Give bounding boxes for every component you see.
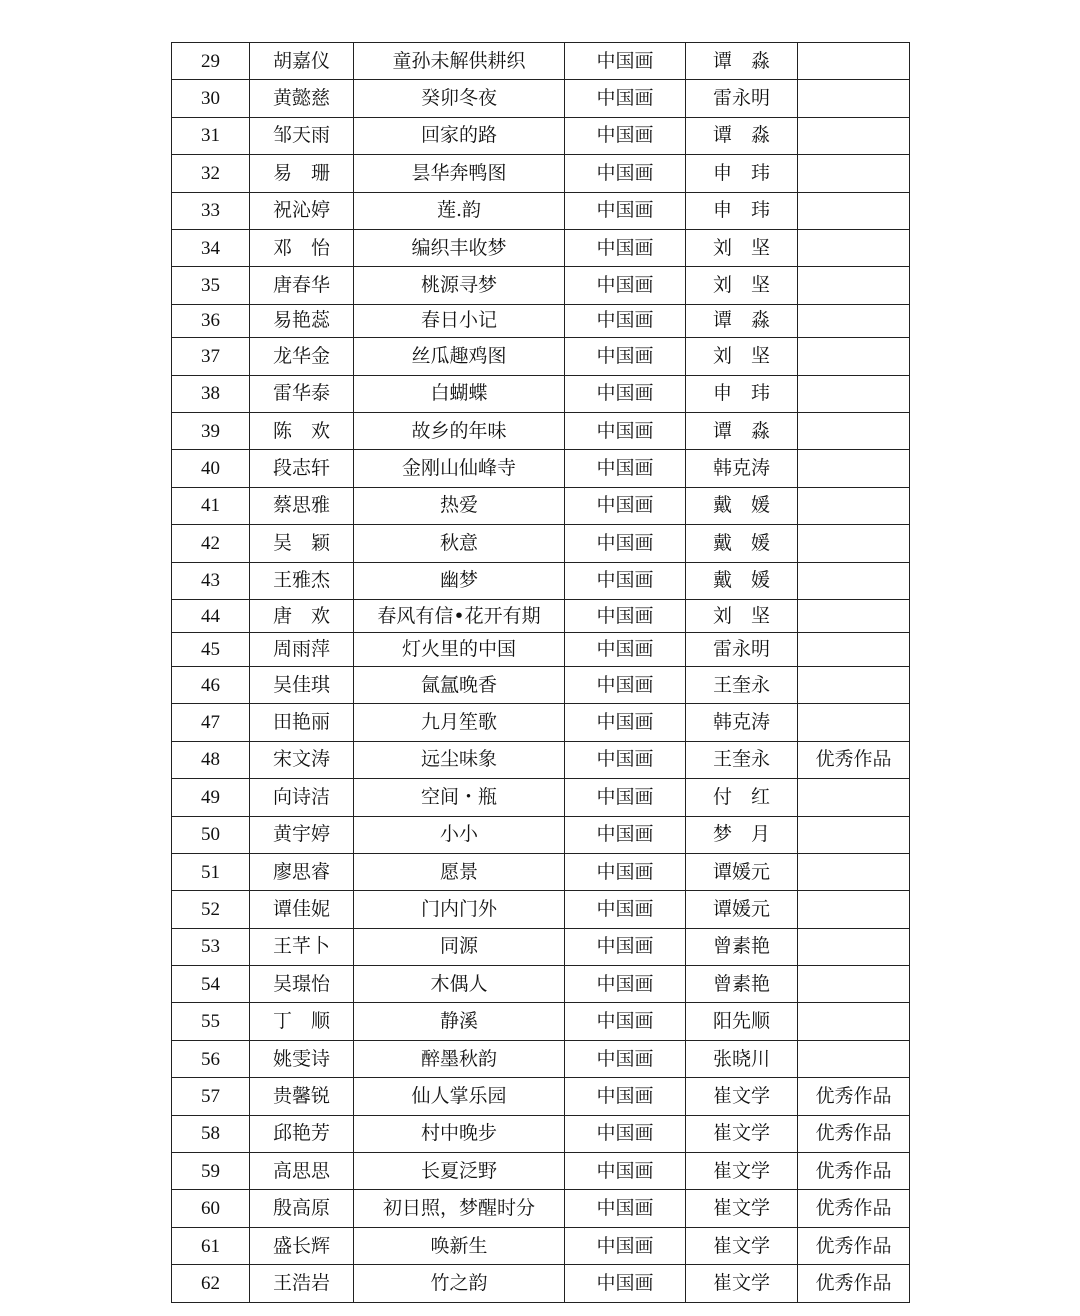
entry-number-cell: 47 — [172, 704, 250, 741]
award-cell — [798, 928, 910, 965]
category-cell: 中国画 — [565, 525, 686, 562]
award-cell — [798, 487, 910, 524]
category-cell: 中国画 — [565, 304, 686, 338]
category-cell: 中国画 — [565, 1078, 686, 1115]
table-row — [172, 1153, 910, 1190]
table-row — [172, 966, 910, 1003]
table-row — [172, 304, 910, 338]
artwork-title-cell: 故乡的年味 — [354, 413, 565, 450]
artwork-title-cell: 昙华奔鸭图 — [354, 155, 565, 192]
student-name-cell: 高思思 — [250, 1153, 354, 1190]
teacher-cell: 申 玮 — [686, 192, 798, 229]
student-name-cell: 陈 欢 — [250, 413, 354, 450]
entry-number-cell: 36 — [172, 304, 250, 338]
student-name-cell: 丁 顺 — [250, 1003, 354, 1040]
award-cell — [798, 599, 910, 633]
category-cell: 中国画 — [565, 1265, 686, 1302]
entry-number-cell: 46 — [172, 666, 250, 703]
artwork-title-cell: 小小 — [354, 816, 565, 853]
entry-number-cell: 50 — [172, 816, 250, 853]
student-name-cell: 宋文涛 — [250, 741, 354, 778]
category-cell: 中国画 — [565, 1190, 686, 1227]
teacher-cell: 崔文学 — [686, 1227, 798, 1264]
student-name-cell: 周雨萍 — [250, 633, 354, 667]
student-name-cell: 王雅杰 — [250, 562, 354, 599]
entry-number-cell: 62 — [172, 1265, 250, 1302]
student-name-cell: 盛长辉 — [250, 1227, 354, 1264]
table-row — [172, 117, 910, 154]
teacher-cell: 谭 淼 — [686, 413, 798, 450]
award-cell — [798, 155, 910, 192]
artwork-title-cell: 幽梦 — [354, 562, 565, 599]
student-name-cell: 龙华金 — [250, 338, 354, 375]
award-cell: 优秀作品 — [798, 741, 910, 778]
award-cell — [798, 375, 910, 412]
student-name-cell: 殷高原 — [250, 1190, 354, 1227]
entries-table-body — [172, 43, 910, 1303]
category-cell: 中国画 — [565, 704, 686, 741]
category-cell: 中国画 — [565, 450, 686, 487]
category-cell: 中国画 — [565, 891, 686, 928]
award-cell — [798, 304, 910, 338]
artwork-title-cell: 静溪 — [354, 1003, 565, 1040]
artwork-title-cell: 氤氲晚香 — [354, 666, 565, 703]
table-row — [172, 338, 910, 375]
artwork-title-cell: 桃源寻梦 — [354, 267, 565, 304]
student-name-cell: 邹天雨 — [250, 117, 354, 154]
category-cell: 中国画 — [565, 633, 686, 667]
award-cell: 优秀作品 — [798, 1115, 910, 1152]
artwork-title-cell: 灯火里的中国 — [354, 633, 565, 667]
entry-number-cell: 31 — [172, 117, 250, 154]
table-row — [172, 562, 910, 599]
student-name-cell: 邓 怡 — [250, 229, 354, 266]
table-row — [172, 779, 910, 816]
award-cell — [798, 43, 910, 80]
entry-number-cell: 59 — [172, 1153, 250, 1190]
student-name-cell: 黄懿慈 — [250, 80, 354, 117]
table-row — [172, 155, 910, 192]
student-name-cell: 贵馨锐 — [250, 1078, 354, 1115]
category-cell: 中国画 — [565, 666, 686, 703]
teacher-cell: 谭 淼 — [686, 117, 798, 154]
artwork-title-cell: 金刚山仙峰寺 — [354, 450, 565, 487]
category-cell: 中国画 — [565, 853, 686, 890]
artwork-title-cell: 编织丰收梦 — [354, 229, 565, 266]
table-row — [172, 1265, 910, 1302]
entry-number-cell: 41 — [172, 487, 250, 524]
award-cell — [798, 704, 910, 741]
teacher-cell: 崔文学 — [686, 1153, 798, 1190]
table-row — [172, 633, 910, 667]
award-cell — [798, 666, 910, 703]
artwork-title-cell: 仙人掌乐园 — [354, 1078, 565, 1115]
category-cell: 中国画 — [565, 43, 686, 80]
artwork-title-cell: 春风有信•花开有期 — [354, 599, 565, 633]
teacher-cell: 张晓川 — [686, 1040, 798, 1077]
category-cell: 中国画 — [565, 741, 686, 778]
entry-number-cell: 34 — [172, 229, 250, 266]
entry-number-cell: 56 — [172, 1040, 250, 1077]
artwork-title-cell: 远尘味象 — [354, 741, 565, 778]
entry-number-cell: 44 — [172, 599, 250, 633]
teacher-cell: 曾素艳 — [686, 928, 798, 965]
award-cell — [798, 192, 910, 229]
student-name-cell: 唐 欢 — [250, 599, 354, 633]
entry-number-cell: 32 — [172, 155, 250, 192]
table-row — [172, 704, 910, 741]
table-row — [172, 1040, 910, 1077]
category-cell: 中国画 — [565, 80, 686, 117]
student-name-cell: 胡嘉仪 — [250, 43, 354, 80]
category-cell: 中国画 — [565, 117, 686, 154]
teacher-cell: 王奎永 — [686, 666, 798, 703]
entry-number-cell: 37 — [172, 338, 250, 375]
student-name-cell: 段志轩 — [250, 450, 354, 487]
student-name-cell: 姚雯诗 — [250, 1040, 354, 1077]
award-cell — [798, 816, 910, 853]
teacher-cell: 刘 坚 — [686, 599, 798, 633]
entry-number-cell: 33 — [172, 192, 250, 229]
teacher-cell: 韩克涛 — [686, 450, 798, 487]
teacher-cell: 阳先顺 — [686, 1003, 798, 1040]
artwork-title-cell: 丝瓜趣鸡图 — [354, 338, 565, 375]
table-row — [172, 229, 910, 266]
category-cell: 中国画 — [565, 1040, 686, 1077]
entry-number-cell: 49 — [172, 779, 250, 816]
teacher-cell: 刘 坚 — [686, 229, 798, 266]
table-row — [172, 375, 910, 412]
category-cell: 中国画 — [565, 599, 686, 633]
teacher-cell: 刘 坚 — [686, 267, 798, 304]
teacher-cell: 付 红 — [686, 779, 798, 816]
artwork-title-cell: 村中晚步 — [354, 1115, 565, 1152]
student-name-cell: 王芊卜 — [250, 928, 354, 965]
student-name-cell: 唐春华 — [250, 267, 354, 304]
entry-number-cell: 29 — [172, 43, 250, 80]
table-row — [172, 450, 910, 487]
award-cell: 优秀作品 — [798, 1265, 910, 1302]
teacher-cell: 申 玮 — [686, 155, 798, 192]
category-cell: 中国画 — [565, 338, 686, 375]
entry-number-cell: 60 — [172, 1190, 250, 1227]
student-name-cell: 廖思睿 — [250, 853, 354, 890]
student-name-cell: 田艳丽 — [250, 704, 354, 741]
teacher-cell: 崔文学 — [686, 1115, 798, 1152]
category-cell: 中国画 — [565, 1227, 686, 1264]
artwork-title-cell: 白蝴蝶 — [354, 375, 565, 412]
award-cell — [798, 525, 910, 562]
category-cell: 中国画 — [565, 1115, 686, 1152]
teacher-cell: 谭 淼 — [686, 43, 798, 80]
teacher-cell: 谭媛元 — [686, 891, 798, 928]
entry-number-cell: 42 — [172, 525, 250, 562]
category-cell: 中国画 — [565, 966, 686, 1003]
category-cell: 中国画 — [565, 375, 686, 412]
category-cell: 中国画 — [565, 413, 686, 450]
award-cell — [798, 1003, 910, 1040]
student-name-cell: 蔡思雅 — [250, 487, 354, 524]
teacher-cell: 崔文学 — [686, 1190, 798, 1227]
table-row — [172, 1115, 910, 1152]
entry-number-cell: 39 — [172, 413, 250, 450]
artwork-title-cell: 门内门外 — [354, 891, 565, 928]
student-name-cell: 王浩岩 — [250, 1265, 354, 1302]
entry-number-cell: 55 — [172, 1003, 250, 1040]
award-cell — [798, 1040, 910, 1077]
table-row — [172, 487, 910, 524]
teacher-cell: 雷永明 — [686, 633, 798, 667]
artwork-title-cell: 癸卯冬夜 — [354, 80, 565, 117]
entry-number-cell: 53 — [172, 928, 250, 965]
category-cell: 中国画 — [565, 1003, 686, 1040]
teacher-cell: 谭 淼 — [686, 304, 798, 338]
category-cell: 中国画 — [565, 229, 686, 266]
student-name-cell: 邱艳芳 — [250, 1115, 354, 1152]
teacher-cell: 刘 坚 — [686, 338, 798, 375]
teacher-cell: 曾素艳 — [686, 966, 798, 1003]
award-cell — [798, 413, 910, 450]
table-row — [172, 1227, 910, 1264]
teacher-cell: 韩克涛 — [686, 704, 798, 741]
entries-table — [171, 42, 910, 1303]
entry-number-cell: 51 — [172, 853, 250, 890]
artwork-title-cell: 回家的路 — [354, 117, 565, 154]
entry-number-cell: 30 — [172, 80, 250, 117]
artwork-title-cell: 九月笙歌 — [354, 704, 565, 741]
award-cell — [798, 338, 910, 375]
artwork-title-cell: 春日小记 — [354, 304, 565, 338]
table-row — [172, 267, 910, 304]
artwork-title-cell: 童孙未解供耕织 — [354, 43, 565, 80]
category-cell: 中国画 — [565, 779, 686, 816]
student-name-cell: 易 珊 — [250, 155, 354, 192]
artwork-title-cell: 愿景 — [354, 853, 565, 890]
artwork-title-cell: 同源 — [354, 928, 565, 965]
student-name-cell: 雷华泰 — [250, 375, 354, 412]
category-cell: 中国画 — [565, 267, 686, 304]
entry-number-cell: 61 — [172, 1227, 250, 1264]
artwork-title-cell: 醉墨秋韵 — [354, 1040, 565, 1077]
award-cell — [798, 853, 910, 890]
teacher-cell: 王奎永 — [686, 741, 798, 778]
award-cell — [798, 966, 910, 1003]
award-cell — [798, 633, 910, 667]
teacher-cell: 雷永明 — [686, 80, 798, 117]
artwork-title-cell: 秋意 — [354, 525, 565, 562]
student-name-cell: 谭佳妮 — [250, 891, 354, 928]
table-row — [172, 1190, 910, 1227]
award-cell: 优秀作品 — [798, 1153, 910, 1190]
artwork-title-cell: 竹之韵 — [354, 1265, 565, 1302]
award-cell — [798, 891, 910, 928]
artwork-title-cell: 热爱 — [354, 487, 565, 524]
entry-number-cell: 43 — [172, 562, 250, 599]
table-row — [172, 192, 910, 229]
table-row — [172, 666, 910, 703]
table-row — [172, 1003, 910, 1040]
teacher-cell: 戴 媛 — [686, 487, 798, 524]
category-cell: 中国画 — [565, 816, 686, 853]
award-cell: 优秀作品 — [798, 1078, 910, 1115]
teacher-cell: 申 玮 — [686, 375, 798, 412]
award-cell — [798, 779, 910, 816]
award-cell — [798, 229, 910, 266]
student-name-cell: 易艳蕊 — [250, 304, 354, 338]
award-cell — [798, 562, 910, 599]
table-row — [172, 1078, 910, 1115]
category-cell: 中国画 — [565, 487, 686, 524]
teacher-cell: 谭媛元 — [686, 853, 798, 890]
entry-number-cell: 54 — [172, 966, 250, 1003]
award-cell — [798, 80, 910, 117]
category-cell: 中国画 — [565, 928, 686, 965]
entry-number-cell: 35 — [172, 267, 250, 304]
student-name-cell: 吴璟怡 — [250, 966, 354, 1003]
category-cell: 中国画 — [565, 155, 686, 192]
category-cell: 中国画 — [565, 192, 686, 229]
artwork-title-cell: 空间・瓶 — [354, 779, 565, 816]
entry-number-cell: 57 — [172, 1078, 250, 1115]
table-row — [172, 525, 910, 562]
award-cell — [798, 450, 910, 487]
table-row — [172, 413, 910, 450]
table-row — [172, 891, 910, 928]
entry-number-cell: 48 — [172, 741, 250, 778]
table-row — [172, 853, 910, 890]
award-cell — [798, 267, 910, 304]
category-cell: 中国画 — [565, 562, 686, 599]
entry-number-cell: 52 — [172, 891, 250, 928]
student-name-cell: 吴佳琪 — [250, 666, 354, 703]
student-name-cell: 祝沁婷 — [250, 192, 354, 229]
artwork-title-cell: 莲.韵 — [354, 192, 565, 229]
award-cell: 优秀作品 — [798, 1190, 910, 1227]
student-name-cell: 向诗洁 — [250, 779, 354, 816]
artwork-title-cell: 长夏泛野 — [354, 1153, 565, 1190]
teacher-cell: 崔文学 — [686, 1078, 798, 1115]
table-row — [172, 43, 910, 80]
artwork-title-cell: 木偶人 — [354, 966, 565, 1003]
teacher-cell: 梦 月 — [686, 816, 798, 853]
table-row — [172, 599, 910, 633]
award-cell: 优秀作品 — [798, 1227, 910, 1264]
category-cell: 中国画 — [565, 1153, 686, 1190]
teacher-cell: 戴 媛 — [686, 562, 798, 599]
student-name-cell: 黄宇婷 — [250, 816, 354, 853]
student-name-cell: 吴 颖 — [250, 525, 354, 562]
artwork-title-cell: 唤新生 — [354, 1227, 565, 1264]
entry-number-cell: 45 — [172, 633, 250, 667]
table-row — [172, 741, 910, 778]
teacher-cell: 戴 媛 — [686, 525, 798, 562]
artwork-title-cell: 初日照，梦醒时分 — [354, 1190, 565, 1227]
table-row — [172, 816, 910, 853]
entry-number-cell: 40 — [172, 450, 250, 487]
table-row — [172, 928, 910, 965]
teacher-cell: 崔文学 — [686, 1265, 798, 1302]
entry-number-cell: 58 — [172, 1115, 250, 1152]
entry-number-cell: 38 — [172, 375, 250, 412]
award-cell — [798, 117, 910, 154]
table-row — [172, 80, 910, 117]
